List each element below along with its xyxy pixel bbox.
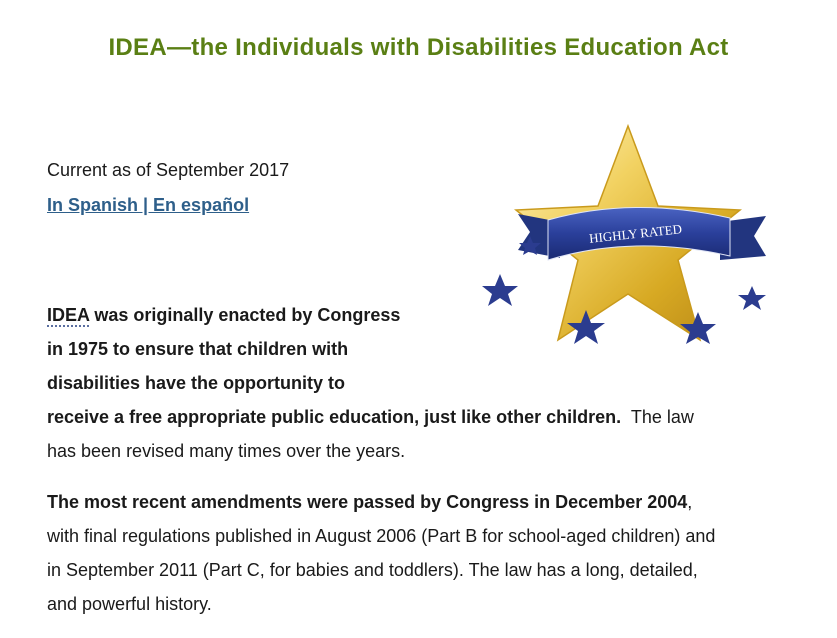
page-title: IDEA—the Individuals with Disabilities Education Act xyxy=(108,34,729,61)
idea-abbreviation: IDEA xyxy=(47,305,90,325)
ribbon-text: HIGHLY RATED xyxy=(588,221,683,246)
current-as-of: Current as of September 2017 xyxy=(47,160,290,180)
spanish-link[interactable]: In Spanish | En español xyxy=(47,195,250,215)
intro-paragraph: IDEA was originally enacted by Congress in 1975 to ensure that children with disabilities have the opportunity to receive a free appropriate public education, just like other children. The law has been revised many times over the years. xyxy=(47,305,694,461)
amendments-paragraph: The most recent amendments were passed by Congress in December 2004, with final regulations published in August 2006 (Part B for school-aged children) and in September 2011 (Part C, for babies and toddlers). The law has a long, detailed, and powerful history. xyxy=(47,492,716,614)
